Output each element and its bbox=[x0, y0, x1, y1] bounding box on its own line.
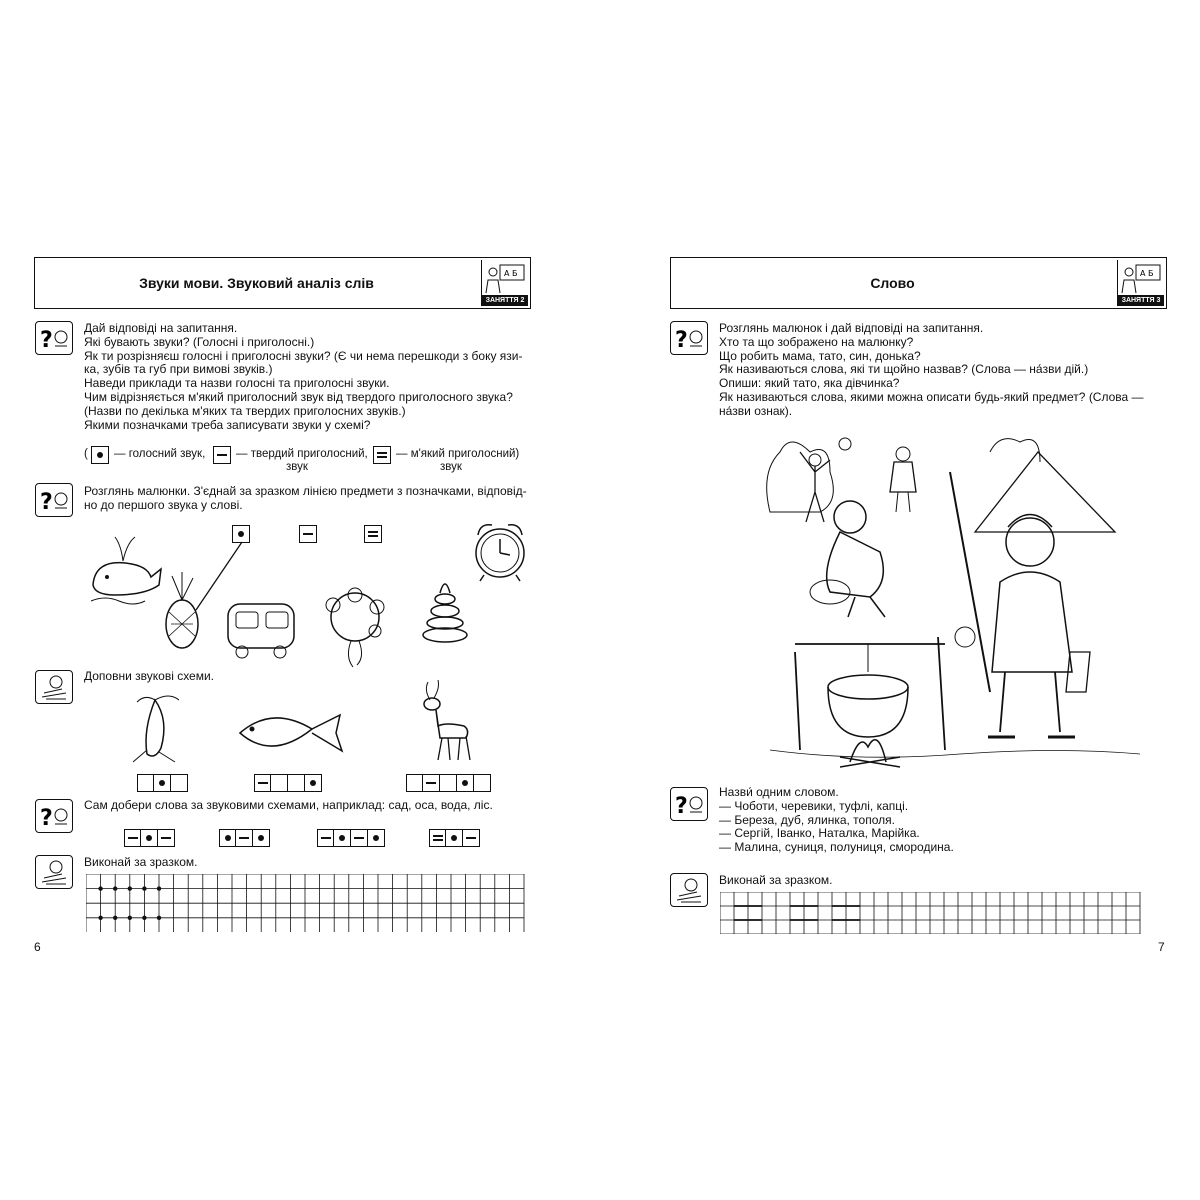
sound-legend: ( — голосний звук, — твердий приголосний, звук — м'який приголосний) звук bbox=[84, 448, 520, 473]
question-mark-icon bbox=[35, 321, 73, 355]
teacher-board-icon bbox=[482, 260, 528, 295]
lesson-badge bbox=[1117, 260, 1164, 306]
teacher-board-icon bbox=[1118, 260, 1164, 295]
whale-picture bbox=[85, 525, 165, 605]
lesson-badge bbox=[481, 260, 528, 306]
lesson-title: Звуки мови. Звуковий аналіз слів bbox=[139, 275, 374, 291]
task-questions-sounds: Дай відповіді на запитання. Які бувають звуки? (Голосні і приголосні.) Як ти розрізняєш голосні і приголосні звуки? (Є чи нема перешкоди з боку язи- ка, зубів та губ при вимові звуків.) Наведи приклади та назви голосні та приголосні звуки. Чим відрізняється м'який приголосний звук від твердого приголосного звука? (Назви по декілька м'яких та твердих приголосних звуків.) Якими позначками треба записувати звуки у схемі? bbox=[84, 321, 523, 432]
scheme-crayfish bbox=[138, 774, 188, 792]
svg-text:?: ? bbox=[40, 490, 53, 515]
scheme-sample-4 bbox=[430, 829, 480, 847]
question-mark-icon bbox=[35, 799, 73, 833]
task-questions-picture: Розглянь малюнок і дай відповіді на запитання. Хто та що зображено на малюнку? Що робить мама, тато, син, донька? Як називаються слова, які ти щойно назвав? (Слова — на́зви дій.) Опиши: який тато, яка дівчинка? Як називаються слова, якими можна описати будь-який предмет? (Слова — на́зви ознак). bbox=[719, 321, 1144, 418]
child-writing-icon bbox=[670, 873, 708, 907]
scheme-deer bbox=[407, 774, 491, 792]
page-number: 7 bbox=[1158, 940, 1165, 954]
task-pick-words: Сам добери слова за звуковими схемами, наприклад: сад, оса, вода, ліс. bbox=[84, 798, 493, 812]
task-complete-schemes: Доповни звукові схеми. bbox=[84, 669, 215, 683]
lesson-badge-label: ЗАНЯТТЯ 2 bbox=[482, 295, 528, 306]
writing-grid bbox=[720, 892, 1162, 934]
right-page bbox=[600, 0, 1200, 1200]
scheme-fish bbox=[255, 774, 322, 792]
scheme-sample-2 bbox=[220, 829, 270, 847]
bus-picture bbox=[222, 592, 302, 662]
marker-hard bbox=[300, 525, 317, 543]
svg-text:A Б: A Б bbox=[1140, 269, 1154, 278]
lesson-title: Слово bbox=[870, 275, 915, 291]
lesson-badge-label: ЗАНЯТТЯ 3 bbox=[1118, 295, 1164, 306]
task-copy-sample: Виконай за зразком. bbox=[719, 873, 833, 887]
question-mark-icon bbox=[670, 321, 708, 355]
crayfish-picture bbox=[125, 690, 195, 765]
svg-text:?: ? bbox=[675, 794, 688, 819]
svg-text:?: ? bbox=[675, 328, 688, 353]
lesson-header bbox=[34, 257, 531, 309]
page-number: 6 bbox=[34, 940, 41, 954]
flower-wreath-picture bbox=[315, 585, 395, 670]
marker-soft bbox=[365, 525, 382, 543]
scheme-sample-3 bbox=[318, 829, 385, 847]
ring-tower-picture bbox=[420, 575, 470, 645]
writing-grid bbox=[86, 874, 528, 932]
alarm-clock-picture bbox=[470, 515, 530, 585]
fish-picture bbox=[232, 705, 347, 760]
task-match-pictures: Розглянь малюнки. З'єднай за зразком лінією предмети з позначками, відповід- но до першого звука у слові. bbox=[84, 484, 527, 512]
child-writing-icon bbox=[35, 855, 73, 889]
svg-text:?: ? bbox=[40, 328, 53, 353]
svg-text:?: ? bbox=[40, 806, 53, 831]
lesson-header bbox=[670, 257, 1167, 309]
scheme-sample-1 bbox=[125, 829, 175, 847]
svg-text:A Б: A Б bbox=[504, 269, 518, 278]
question-mark-icon bbox=[35, 483, 73, 517]
child-writing-icon bbox=[35, 670, 73, 704]
task-one-word: Назви́ одним словом. — Чоботи, черевики, туфлі, капці. — Береза, дуб, ялинка, тополя. — Сергій, Іванко, Наталка, Марійка. — Малина, суниця, полуниця, смородина. bbox=[719, 785, 954, 855]
task-copy-sample: Виконай за зразком. bbox=[84, 855, 198, 869]
deer-picture bbox=[410, 680, 480, 765]
question-mark-icon bbox=[670, 787, 708, 821]
family-picnic-illustration bbox=[760, 432, 1150, 777]
